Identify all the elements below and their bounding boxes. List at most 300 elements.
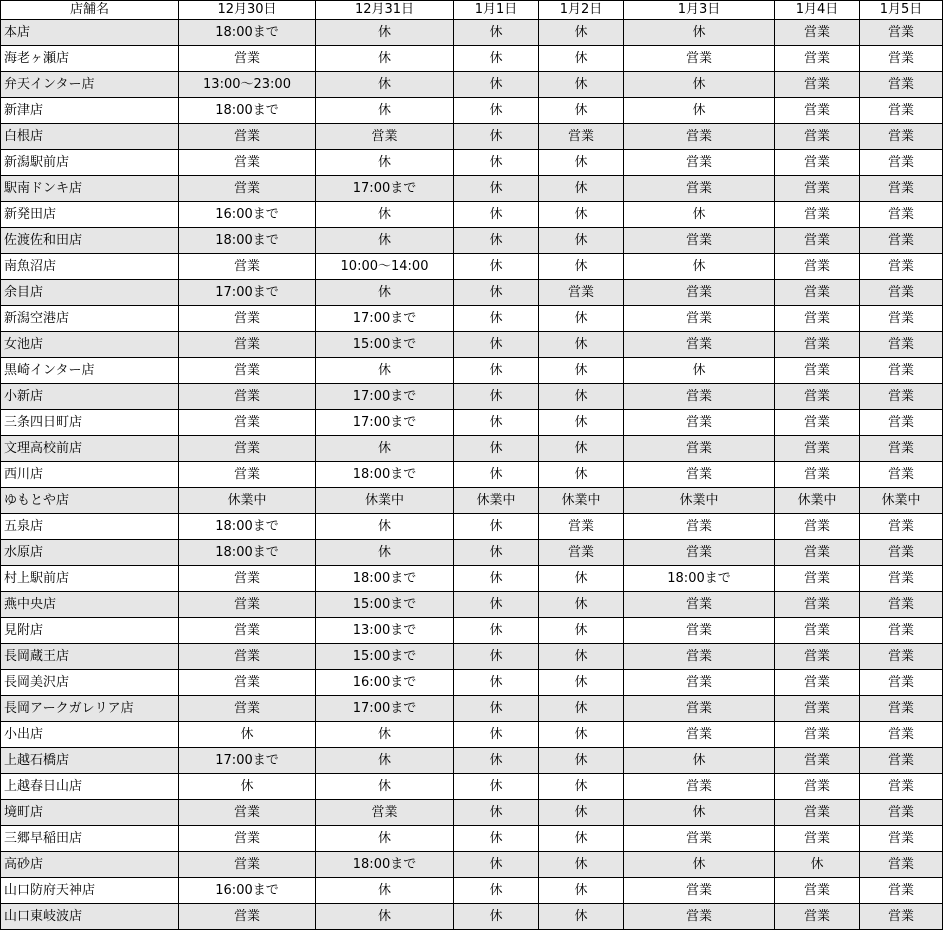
store-name-cell: 三郷早稲田店 <box>1 826 179 852</box>
hours-cell: 営業 <box>775 72 860 98</box>
hours-cell: 休 <box>539 852 624 878</box>
hours-cell: 休 <box>316 722 454 748</box>
hours-cell: 休 <box>539 332 624 358</box>
hours-cell: 休 <box>454 20 539 46</box>
hours-cell: 営業 <box>860 228 943 254</box>
table-row <box>1 176 943 202</box>
hours-cell: 休 <box>539 800 624 826</box>
store-name-cell: 新潟駅前店 <box>1 150 179 176</box>
store-name-cell: 境町店 <box>1 800 179 826</box>
hours-cell: 休 <box>539 566 624 592</box>
store-name-cell: 長岡美沢店 <box>1 670 179 696</box>
header-cell: 1月5日 <box>860 1 943 20</box>
hours-cell: 営業 <box>775 540 860 566</box>
hours-cell: 休業中 <box>316 488 454 514</box>
hours-cell: 営業 <box>624 592 775 618</box>
hours-cell: 休 <box>624 202 775 228</box>
store-name-cell: 見附店 <box>1 618 179 644</box>
store-name-cell: 新発田店 <box>1 202 179 228</box>
hours-cell: 休 <box>454 280 539 306</box>
hours-cell: 営業 <box>624 722 775 748</box>
hours-cell: 営業 <box>775 644 860 670</box>
hours-cell: 営業 <box>860 436 943 462</box>
table-row <box>1 592 943 618</box>
hours-cell: 休 <box>316 20 454 46</box>
hours-cell: 休 <box>454 150 539 176</box>
hours-cell: 営業 <box>539 124 624 150</box>
hours-cell: 休 <box>454 618 539 644</box>
hours-cell: 休 <box>454 332 539 358</box>
hours-cell: 休 <box>539 150 624 176</box>
hours-cell: 休 <box>539 670 624 696</box>
store-name-cell: 弁天インター店 <box>1 72 179 98</box>
hours-cell: 休 <box>454 774 539 800</box>
table-row <box>1 748 943 774</box>
hours-cell: 営業 <box>539 280 624 306</box>
header-cell: 1月1日 <box>454 1 539 20</box>
hours-cell: 営業 <box>860 358 943 384</box>
table-row <box>1 254 943 280</box>
hours-cell: 18:00まで <box>179 228 316 254</box>
hours-cell: 休 <box>539 618 624 644</box>
table-row <box>1 150 943 176</box>
hours-cell: 休 <box>454 592 539 618</box>
hours-cell: 休 <box>454 410 539 436</box>
hours-cell: 営業 <box>179 410 316 436</box>
hours-cell: 休 <box>179 774 316 800</box>
table-row <box>1 436 943 462</box>
hours-cell: 休 <box>539 644 624 670</box>
hours-cell: 休 <box>454 800 539 826</box>
hours-cell: 営業 <box>860 592 943 618</box>
hours-cell: 営業 <box>624 878 775 904</box>
hours-cell: 休 <box>539 358 624 384</box>
table-row <box>1 358 943 384</box>
hours-cell: 営業 <box>860 384 943 410</box>
hours-cell: 17:00まで <box>179 748 316 774</box>
hours-cell: 営業 <box>179 566 316 592</box>
hours-cell: 営業 <box>624 150 775 176</box>
hours-cell: 営業 <box>179 332 316 358</box>
hours-cell: 営業 <box>775 462 860 488</box>
table-row <box>1 826 943 852</box>
hours-cell: 営業 <box>624 46 775 72</box>
table-row <box>1 98 943 124</box>
hours-cell: 休 <box>539 462 624 488</box>
hours-cell: 営業 <box>860 722 943 748</box>
hours-cell: 休 <box>454 306 539 332</box>
hours-cell: 休 <box>454 46 539 72</box>
hours-cell: 休 <box>454 72 539 98</box>
store-name-cell: 小出店 <box>1 722 179 748</box>
store-name-cell: 高砂店 <box>1 852 179 878</box>
table-row <box>1 852 943 878</box>
hours-cell: 18:00まで <box>316 462 454 488</box>
table-row <box>1 332 943 358</box>
hours-cell: 休業中 <box>539 488 624 514</box>
hours-cell: 営業 <box>775 332 860 358</box>
hours-cell: 営業 <box>860 254 943 280</box>
hours-cell: 営業 <box>775 696 860 722</box>
hours-cell: 休 <box>316 436 454 462</box>
hours-cell: 営業 <box>860 852 943 878</box>
store-name-cell: 新津店 <box>1 98 179 124</box>
hours-cell: 休 <box>624 254 775 280</box>
hours-cell: 営業 <box>624 332 775 358</box>
hours-cell: 休 <box>454 98 539 124</box>
hours-cell: 営業 <box>775 774 860 800</box>
hours-cell: 休 <box>624 852 775 878</box>
hours-cell: 休 <box>454 202 539 228</box>
hours-cell: 休 <box>539 410 624 436</box>
header-cell: 12月30日 <box>179 1 316 20</box>
hours-cell: 営業 <box>179 670 316 696</box>
hours-cell: 営業 <box>860 748 943 774</box>
hours-cell: 休 <box>316 72 454 98</box>
store-name-cell: 白根店 <box>1 124 179 150</box>
hours-cell: 営業 <box>860 800 943 826</box>
hours-cell: 営業 <box>624 228 775 254</box>
hours-cell: 営業 <box>539 540 624 566</box>
hours-cell: 営業 <box>860 202 943 228</box>
hours-cell: 18:00まで <box>179 540 316 566</box>
hours-cell: 営業 <box>860 46 943 72</box>
hours-cell: 休 <box>454 254 539 280</box>
hours-cell: 18:00まで <box>179 20 316 46</box>
hours-cell: 営業 <box>179 592 316 618</box>
hours-cell: 営業 <box>860 332 943 358</box>
hours-cell: 営業 <box>775 592 860 618</box>
hours-cell: 休 <box>539 592 624 618</box>
hours-cell: 営業 <box>179 124 316 150</box>
hours-cell: 休 <box>454 358 539 384</box>
hours-cell: 営業 <box>624 514 775 540</box>
hours-cell: 休 <box>316 826 454 852</box>
hours-cell: 休 <box>539 46 624 72</box>
hours-cell: 休 <box>539 774 624 800</box>
hours-cell: 営業 <box>624 124 775 150</box>
hours-cell: 休 <box>454 462 539 488</box>
hours-cell: 休 <box>624 20 775 46</box>
hours-cell: 営業 <box>860 514 943 540</box>
store-name-cell: 三条四日町店 <box>1 410 179 436</box>
hours-cell: 休 <box>179 722 316 748</box>
hours-cell: 17:00まで <box>179 280 316 306</box>
hours-cell: 営業 <box>860 826 943 852</box>
hours-cell: 休 <box>454 852 539 878</box>
hours-cell: 営業 <box>860 72 943 98</box>
table-row <box>1 410 943 436</box>
hours-cell: 休業中 <box>179 488 316 514</box>
hours-cell: 17:00まで <box>316 306 454 332</box>
hours-cell: 17:00まで <box>316 410 454 436</box>
hours-cell: 営業 <box>860 20 943 46</box>
hours-cell: 営業 <box>179 462 316 488</box>
hours-cell: 営業 <box>860 904 943 930</box>
store-name-cell: 南魚沼店 <box>1 254 179 280</box>
hours-cell: 休 <box>316 280 454 306</box>
table-row <box>1 696 943 722</box>
hours-cell: 営業 <box>775 46 860 72</box>
hours-cell: 休 <box>454 228 539 254</box>
hours-cell: 営業 <box>624 176 775 202</box>
hours-cell: 営業 <box>775 254 860 280</box>
table-row <box>1 20 943 46</box>
hours-cell: 休 <box>454 722 539 748</box>
header-cell: 1月2日 <box>539 1 624 20</box>
header-row <box>1 1 943 20</box>
hours-cell: 営業 <box>624 774 775 800</box>
hours-cell: 16:00まで <box>179 202 316 228</box>
table-row <box>1 462 943 488</box>
hours-cell: 休 <box>624 98 775 124</box>
hours-cell: 営業 <box>860 150 943 176</box>
hours-cell: 営業 <box>179 254 316 280</box>
hours-cell: 休 <box>316 878 454 904</box>
hours-cell: 休 <box>316 514 454 540</box>
hours-cell: 営業 <box>539 514 624 540</box>
hours-cell: 営業 <box>775 618 860 644</box>
table-row <box>1 878 943 904</box>
store-name-cell: 上越石橋店 <box>1 748 179 774</box>
hours-cell: 17:00まで <box>316 176 454 202</box>
hours-cell: 営業 <box>860 696 943 722</box>
table-row <box>1 514 943 540</box>
table-row <box>1 488 943 514</box>
hours-cell: 休 <box>539 384 624 410</box>
hours-cell: 営業 <box>775 748 860 774</box>
hours-cell: 営業 <box>624 670 775 696</box>
table-row <box>1 384 943 410</box>
hours-cell: 営業 <box>179 46 316 72</box>
hours-cell: 休 <box>454 904 539 930</box>
hours-cell: 営業 <box>624 644 775 670</box>
store-name-cell: 女池店 <box>1 332 179 358</box>
hours-cell: 営業 <box>179 696 316 722</box>
hours-cell: 休 <box>316 748 454 774</box>
hours-cell: 営業 <box>775 384 860 410</box>
hours-cell: 15:00まで <box>316 332 454 358</box>
hours-cell: 休 <box>454 670 539 696</box>
hours-cell: 営業 <box>775 722 860 748</box>
store-name-cell: 五泉店 <box>1 514 179 540</box>
hours-cell: 営業 <box>775 228 860 254</box>
hours-cell: 営業 <box>316 124 454 150</box>
hours-cell: 営業 <box>179 436 316 462</box>
table-row <box>1 280 943 306</box>
hours-cell: 16:00まで <box>316 670 454 696</box>
hours-cell: 営業 <box>775 176 860 202</box>
hours-cell: 休 <box>316 774 454 800</box>
hours-cell: 休 <box>624 748 775 774</box>
table-row <box>1 46 943 72</box>
hours-cell: 営業 <box>179 384 316 410</box>
hours-cell: 営業 <box>860 124 943 150</box>
hours-cell: 営業 <box>775 436 860 462</box>
hours-cell: 営業 <box>775 280 860 306</box>
hours-cell: 休 <box>454 384 539 410</box>
hours-cell: 13:00まで <box>316 618 454 644</box>
table-row <box>1 72 943 98</box>
table-row <box>1 124 943 150</box>
header-cell: 1月3日 <box>624 1 775 20</box>
hours-cell: 営業 <box>775 358 860 384</box>
hours-cell: 休 <box>539 722 624 748</box>
hours-cell: 営業 <box>179 176 316 202</box>
hours-cell: 営業 <box>775 150 860 176</box>
hours-cell: 営業 <box>624 306 775 332</box>
hours-cell: 営業 <box>624 436 775 462</box>
hours-cell: 休 <box>539 696 624 722</box>
hours-cell: 休 <box>316 540 454 566</box>
hours-cell: 休 <box>539 72 624 98</box>
table-row <box>1 644 943 670</box>
store-name-cell: 小新店 <box>1 384 179 410</box>
table-row <box>1 800 943 826</box>
hours-cell: 18:00まで <box>179 514 316 540</box>
hours-cell: 休 <box>539 254 624 280</box>
store-name-cell: 海老ヶ瀬店 <box>1 46 179 72</box>
hours-cell: 営業 <box>860 280 943 306</box>
hours-cell: 営業 <box>775 670 860 696</box>
hours-cell: 営業 <box>179 306 316 332</box>
hours-cell: 営業 <box>624 280 775 306</box>
table-row <box>1 566 943 592</box>
header-cell: 12月31日 <box>316 1 454 20</box>
hours-cell: 休 <box>539 20 624 46</box>
table-row <box>1 722 943 748</box>
hours-cell: 17:00まで <box>316 696 454 722</box>
table-row <box>1 670 943 696</box>
hours-cell: 営業 <box>179 852 316 878</box>
store-name-cell: 西川店 <box>1 462 179 488</box>
table-row <box>1 306 943 332</box>
hours-cell: 休 <box>316 150 454 176</box>
hours-cell: 営業 <box>775 800 860 826</box>
header-cell: 1月4日 <box>775 1 860 20</box>
hours-cell: 営業 <box>624 826 775 852</box>
hours-cell: 18:00まで <box>179 98 316 124</box>
hours-cell: 休 <box>454 176 539 202</box>
hours-cell: 営業 <box>624 904 775 930</box>
hours-cell: 休業中 <box>624 488 775 514</box>
store-name-cell: 新潟空港店 <box>1 306 179 332</box>
hours-cell: 休 <box>539 202 624 228</box>
hours-cell: 営業 <box>860 618 943 644</box>
hours-cell: 休 <box>316 202 454 228</box>
hours-cell: 営業 <box>624 618 775 644</box>
hours-cell: 営業 <box>179 826 316 852</box>
hours-cell: 営業 <box>179 358 316 384</box>
hours-cell: 営業 <box>860 306 943 332</box>
hours-cell: 営業 <box>775 20 860 46</box>
table-row <box>1 202 943 228</box>
hours-cell: 営業 <box>624 462 775 488</box>
hours-cell: 18:00まで <box>624 566 775 592</box>
hours-cell: 営業 <box>860 462 943 488</box>
hours-cell: 16:00まで <box>179 878 316 904</box>
hours-cell: 営業 <box>775 878 860 904</box>
hours-cell: 18:00まで <box>316 566 454 592</box>
header-cell: 店舗名 <box>1 1 179 20</box>
table-body <box>1 20 943 930</box>
hours-cell: 営業 <box>860 670 943 696</box>
hours-cell: 営業 <box>860 644 943 670</box>
store-name-cell: 佐渡佐和田店 <box>1 228 179 254</box>
hours-cell: 営業 <box>624 410 775 436</box>
store-name-cell: 山口東岐波店 <box>1 904 179 930</box>
hours-cell: 営業 <box>775 904 860 930</box>
hours-cell: 休 <box>454 124 539 150</box>
store-name-cell: 燕中央店 <box>1 592 179 618</box>
hours-cell: 休業中 <box>860 488 943 514</box>
hours-cell: 休 <box>539 306 624 332</box>
hours-cell: 休 <box>454 514 539 540</box>
table-row <box>1 540 943 566</box>
hours-cell: 休 <box>316 46 454 72</box>
store-name-cell: 文理高校前店 <box>1 436 179 462</box>
hours-cell: 営業 <box>624 696 775 722</box>
hours-cell: 休 <box>454 436 539 462</box>
hours-cell: 営業 <box>179 150 316 176</box>
store-name-cell: 上越春日山店 <box>1 774 179 800</box>
hours-cell: 休 <box>775 852 860 878</box>
hours-cell: 営業 <box>860 98 943 124</box>
hours-cell: 営業 <box>860 774 943 800</box>
hours-cell: 休業中 <box>454 488 539 514</box>
hours-cell: 営業 <box>179 904 316 930</box>
hours-cell: 休 <box>454 540 539 566</box>
hours-cell: 休業中 <box>775 488 860 514</box>
hours-cell: 18:00まで <box>316 852 454 878</box>
hours-cell: 15:00まで <box>316 644 454 670</box>
hours-cell: 営業 <box>860 176 943 202</box>
hours-cell: 休 <box>454 878 539 904</box>
hours-cell: 営業 <box>775 566 860 592</box>
hours-cell: 15:00まで <box>316 592 454 618</box>
hours-cell: 営業 <box>775 202 860 228</box>
store-name-cell: 駅南ドンキ店 <box>1 176 179 202</box>
hours-cell: 休 <box>624 72 775 98</box>
store-name-cell: ゆもとや店 <box>1 488 179 514</box>
hours-cell: 休 <box>624 358 775 384</box>
hours-cell: 休 <box>539 98 624 124</box>
hours-cell: 休 <box>454 748 539 774</box>
store-name-cell: 水原店 <box>1 540 179 566</box>
hours-cell: 休 <box>624 800 775 826</box>
hours-cell: 休 <box>539 228 624 254</box>
hours-cell: 営業 <box>775 410 860 436</box>
hours-cell: 休 <box>539 904 624 930</box>
hours-cell: 営業 <box>775 514 860 540</box>
hours-cell: 営業 <box>624 540 775 566</box>
hours-cell: 営業 <box>624 384 775 410</box>
hours-cell: 営業 <box>179 618 316 644</box>
hours-cell: 営業 <box>775 124 860 150</box>
hours-cell: 休 <box>454 566 539 592</box>
hours-cell: 休 <box>539 436 624 462</box>
store-name-cell: 山口防府天神店 <box>1 878 179 904</box>
hours-cell: 営業 <box>860 410 943 436</box>
hours-cell: 13:00～23:00 <box>179 72 316 98</box>
store-name-cell: 長岡アークガレリア店 <box>1 696 179 722</box>
store-name-cell: 長岡蔵王店 <box>1 644 179 670</box>
hours-cell: 営業 <box>179 644 316 670</box>
hours-cell: 10:00～14:00 <box>316 254 454 280</box>
hours-cell: 営業 <box>860 878 943 904</box>
hours-cell: 営業 <box>860 566 943 592</box>
hours-cell: 営業 <box>775 98 860 124</box>
